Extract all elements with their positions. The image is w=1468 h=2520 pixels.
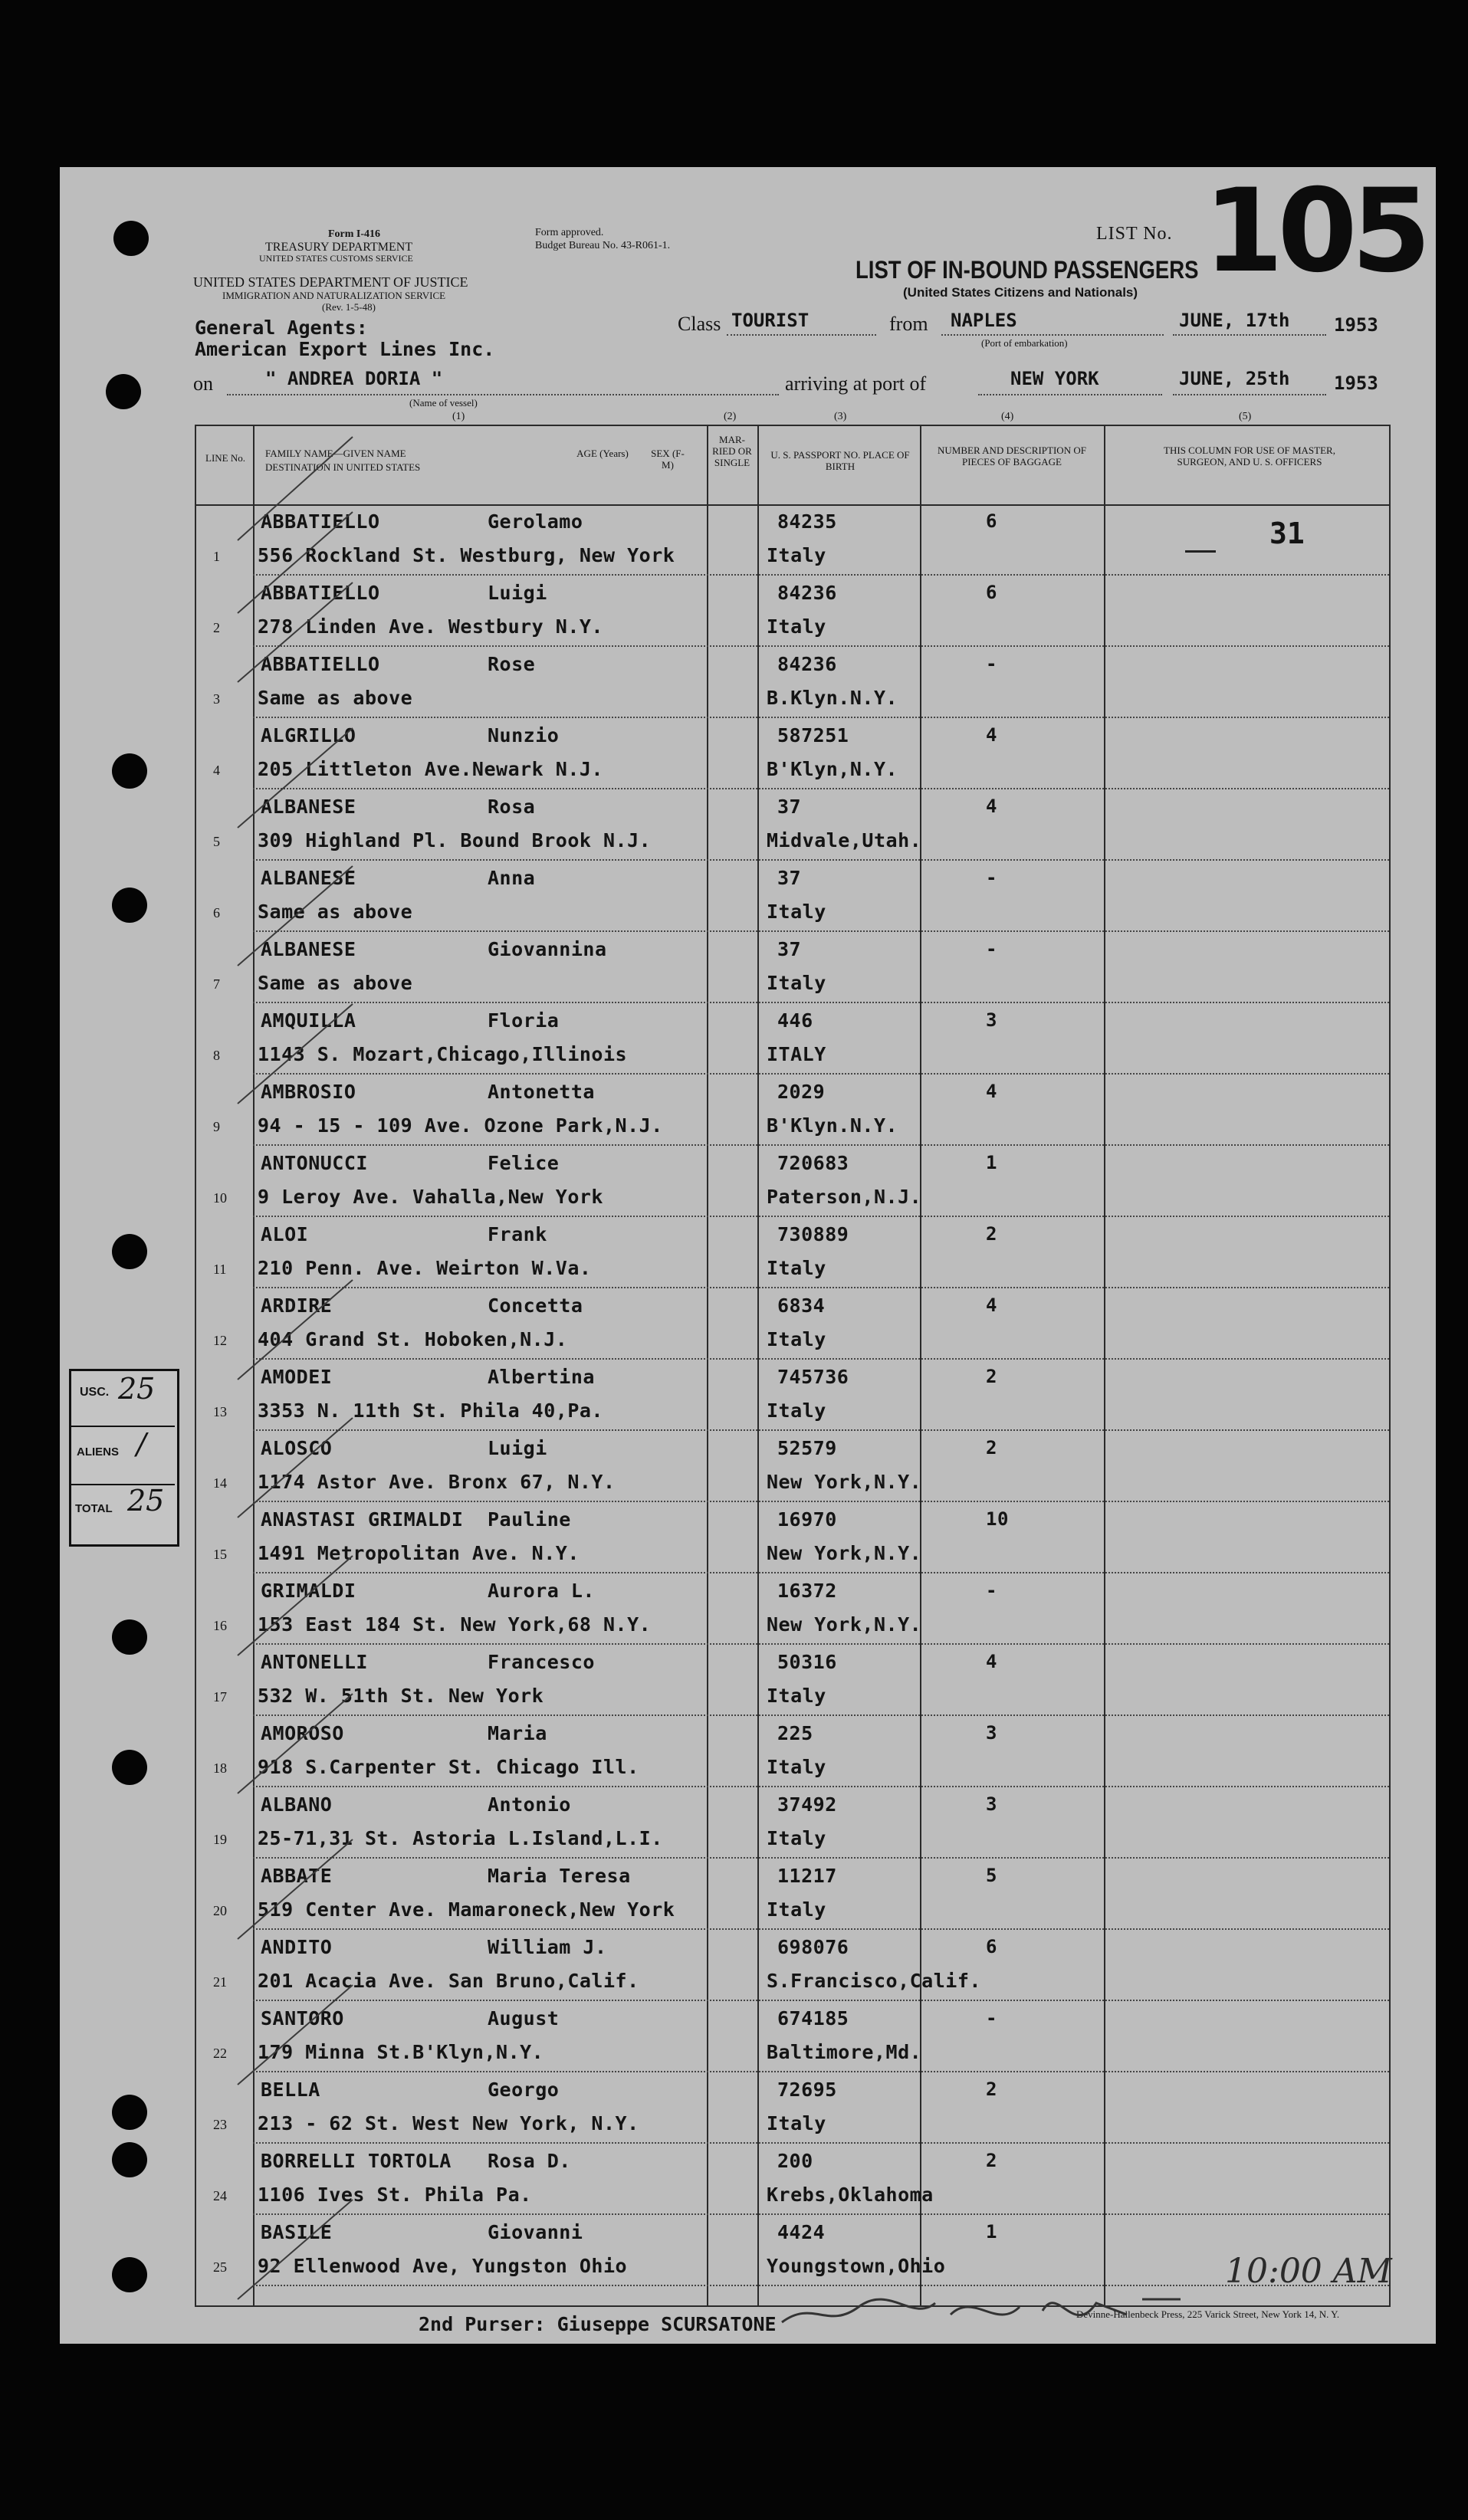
- place-of-birth: Italy: [767, 544, 826, 566]
- family-name: SANTORO: [261, 2007, 344, 2029]
- general-agents: American Export Lines Inc.: [195, 338, 495, 360]
- given-name: Aurora L.: [488, 1580, 595, 1602]
- line-number: 13: [213, 1404, 227, 1419]
- passport-number: 200: [777, 2150, 813, 2172]
- family-name: ABBATIELLO: [261, 510, 380, 533]
- list-number-label: LIST No.: [1096, 224, 1173, 244]
- destination: 1106 Ives St. Phila Pa.: [258, 2184, 532, 2206]
- usc-label: USC.: [80, 1386, 110, 1399]
- vessel-caption: (Name of vessel): [409, 397, 478, 409]
- budget-bureau: Budget Bureau No. 43-R061-1.: [535, 240, 671, 251]
- passport-number: 4424: [777, 2221, 826, 2243]
- passport-number: 2029: [777, 1081, 826, 1103]
- family-name: ALOI: [261, 1223, 309, 1245]
- family-name: BASILE: [261, 2221, 333, 2243]
- passport-number: 16970: [777, 1508, 837, 1531]
- place-of-birth: New York,N.Y.: [767, 1471, 922, 1493]
- header-marital: MAR- RIED OR SINGLE: [712, 434, 752, 468]
- form-title: LIST OF IN-BOUND PASSENGERS: [856, 256, 1199, 284]
- usc-value: 25: [118, 1372, 156, 1406]
- place-of-birth: Italy: [767, 1399, 826, 1422]
- line-number: 7: [213, 976, 220, 992]
- destination: 1143 S. Mozart,Chicago,Illinois: [258, 1043, 628, 1065]
- binder-hole: [106, 374, 141, 409]
- table-row: [0, 1075, 1468, 1146]
- place-of-birth: Italy: [767, 1328, 826, 1350]
- given-name: Maria: [488, 1722, 547, 1744]
- baggage-count: 6: [986, 1936, 997, 1957]
- baggage-count: 3: [986, 1722, 997, 1744]
- destination: Same as above: [258, 687, 413, 709]
- aliens-label: ALIENS: [77, 1445, 120, 1459]
- justice-dept: UNITED STATES DEPARTMENT OF JUSTICE: [193, 274, 468, 290]
- arriving-label: arriving at port of: [785, 372, 927, 395]
- passport-number: 720683: [777, 1152, 849, 1174]
- passport-number: 6834: [777, 1294, 826, 1317]
- arrival-date: JUNE, 25th: [1179, 368, 1290, 389]
- given-name: Albertina: [488, 1366, 595, 1388]
- port-caption: (Port of embarkation): [981, 337, 1068, 349]
- given-name: Rose: [488, 653, 536, 675]
- header-name: FAMILY NAME—GIVEN NAME: [265, 448, 406, 459]
- baggage-count: 2: [986, 1366, 997, 1387]
- baggage-count: 4: [986, 1294, 997, 1316]
- given-name: Georgo: [488, 2079, 560, 2101]
- place-of-birth: Italy: [767, 1827, 826, 1849]
- family-name: ANASTASI GRIMALDI: [261, 1508, 464, 1531]
- given-name: Rosa D.: [488, 2150, 571, 2172]
- header-sex: SEX (F-M): [651, 448, 685, 471]
- destination: 532 W. 51th St. New York: [258, 1685, 544, 1707]
- embark-port: NAPLES: [951, 310, 1017, 331]
- table-row: [0, 647, 1468, 718]
- line-number: 25: [213, 2259, 227, 2275]
- revision: (Rev. 1-5-48): [322, 301, 376, 313]
- line-number: 23: [213, 2117, 227, 2132]
- table-row: [0, 718, 1468, 789]
- line-number: 17: [213, 1689, 227, 1705]
- binder-hole: [113, 221, 149, 256]
- table-row: [0, 861, 1468, 932]
- passport-number: 84236: [777, 653, 837, 675]
- given-name: Maria Teresa: [488, 1865, 631, 1887]
- given-name: Nunzio: [488, 724, 560, 746]
- baggage-count: 2: [986, 2150, 997, 2171]
- purser-signature: 2nd Purser: Giuseppe SCURSATONE: [419, 2313, 777, 2335]
- given-name: Giovannina: [488, 938, 607, 960]
- table-row: [0, 1360, 1468, 1431]
- place-of-birth: Italy: [767, 972, 826, 994]
- passport-number: 37: [777, 796, 802, 818]
- table-row: [0, 1930, 1468, 2001]
- given-name: Antonio: [488, 1793, 571, 1816]
- baggage-count: -: [986, 1580, 997, 1601]
- destination: 404 Grand St. Hoboken,N.J.: [258, 1328, 568, 1350]
- place-of-birth: Italy: [767, 1756, 826, 1778]
- passport-number: 745736: [777, 1366, 849, 1388]
- table-row: [0, 1003, 1468, 1075]
- baggage-count: 4: [986, 724, 997, 746]
- family-name: ANTONELLI: [261, 1651, 368, 1673]
- baggage-count: -: [986, 2007, 997, 2029]
- from-label: from: [889, 313, 928, 335]
- depart-date: JUNE, 17th: [1179, 310, 1290, 331]
- family-name: ABBATIELLO: [261, 582, 380, 604]
- passport-number: 37: [777, 867, 802, 889]
- place-of-birth: Baltimore,Md.: [767, 2041, 922, 2063]
- place-of-birth: Italy: [767, 1257, 826, 1279]
- place-of-birth: New York,N.Y.: [767, 1613, 922, 1636]
- baggage-count: -: [986, 938, 997, 960]
- family-name: ARDIRE: [261, 1294, 333, 1317]
- table-row: [0, 1716, 1468, 1787]
- family-name: AMBROSIO: [261, 1081, 356, 1103]
- given-name: Concetta: [488, 1294, 583, 1317]
- given-name: Rosa: [488, 796, 536, 818]
- destination: 201 Acacia Ave. San Bruno,Calif.: [258, 1970, 639, 1992]
- given-name: Felice: [488, 1152, 560, 1174]
- table-row: [0, 789, 1468, 861]
- vessel-name: " ANDREA DORIA ": [265, 368, 443, 389]
- given-name: William J.: [488, 1936, 607, 1958]
- general-agents-label: General Agents:: [195, 317, 368, 339]
- treasury-dept: TREASURY DEPARTMENT: [265, 241, 413, 254]
- place-of-birth: ITALY: [767, 1043, 826, 1065]
- destination: Same as above: [258, 972, 413, 994]
- destination: 94 - 15 - 109 Ave. Ozone Park,N.J.: [258, 1114, 663, 1137]
- officer-note: 31: [1269, 517, 1305, 550]
- destination: 519 Center Ave. Mamaroneck,New York: [258, 1898, 675, 1921]
- place-of-birth: Italy: [767, 2112, 826, 2134]
- baggage-count: -: [986, 867, 997, 888]
- header-passport: U. S. PASSPORT NO. PLACE OF BIRTH: [770, 449, 910, 472]
- family-name: AMQUILLA: [261, 1009, 356, 1032]
- place-of-birth: Youngstown,Ohio: [767, 2255, 946, 2277]
- destination: 9 Leroy Ave. Vahalla,New York: [258, 1186, 603, 1208]
- line-number: 20: [213, 1903, 227, 1918]
- given-name: Giovanni: [488, 2221, 583, 2243]
- family-name: GRIMALDI: [261, 1580, 356, 1602]
- passport-number: 730889: [777, 1223, 849, 1245]
- table-row: [0, 1645, 1468, 1716]
- given-name: Frank: [488, 1223, 547, 1245]
- family-name: ALBANESE: [261, 938, 356, 960]
- line-number: 14: [213, 1475, 227, 1491]
- family-name: ALBANESE: [261, 796, 356, 818]
- inspector-signature: [767, 2269, 1196, 2345]
- table-row: [0, 1146, 1468, 1217]
- place-of-birth: Paterson,N.J.: [767, 1186, 922, 1208]
- table-row: [0, 1431, 1468, 1502]
- line-number: 18: [213, 1760, 227, 1776]
- total-label: TOTAL: [75, 1502, 113, 1515]
- baggage-count: 2: [986, 1223, 997, 1245]
- given-name: Anna: [488, 867, 536, 889]
- passport-number: 446: [777, 1009, 813, 1032]
- destination: 179 Minna St.B'Klyn,N.Y.: [258, 2041, 544, 2063]
- baggage-count: 2: [986, 2079, 997, 2100]
- table-row: [0, 1787, 1468, 1859]
- printer-imprint: Devinne-Hallenbeck Press, 225 Varick Street, New York 14, N. Y.: [1076, 2308, 1340, 2320]
- baggage-count: 3: [986, 1009, 997, 1031]
- table-row: [0, 1288, 1468, 1360]
- baggage-count: 2: [986, 1437, 997, 1459]
- column-number: (2): [724, 411, 737, 422]
- place-of-birth: New York,N.Y.: [767, 1542, 922, 1564]
- passport-number: 16372: [777, 1580, 837, 1602]
- destination: 205 Littleton Ave.Newark N.J.: [258, 758, 603, 780]
- line-number: 11: [213, 1262, 227, 1277]
- passport-number: 84236: [777, 582, 837, 604]
- given-name: Gerolamo: [488, 510, 583, 533]
- baggage-count: 1: [986, 1152, 997, 1173]
- destination: 1491 Metropolitan Ave. N.Y.: [258, 1542, 580, 1564]
- passport-number: 72695: [777, 2079, 837, 2101]
- destination: 92 Ellenwood Ave, Yungston Ohio: [258, 2255, 628, 2277]
- family-name: AMOROSO: [261, 1722, 344, 1744]
- given-name: Luigi: [488, 582, 547, 604]
- check-marks: [222, 429, 368, 2307]
- baggage-count: 1: [986, 2221, 997, 2243]
- place-of-birth: B'Klyn.N.Y.: [767, 1114, 898, 1137]
- passport-number: 698076: [777, 1936, 849, 1958]
- customs-service: UNITED STATES CUSTOMS SERVICE: [259, 253, 413, 264]
- header-age: AGE (Years): [576, 448, 629, 459]
- family-name: AMODEI: [261, 1366, 333, 1388]
- destination: 918 S.Carpenter St. Chicago Ill.: [258, 1756, 639, 1778]
- header-baggage: NUMBER AND DESCRIPTION OF PIECES OF BAGGAGE: [938, 445, 1086, 468]
- line-number: 9: [213, 1119, 220, 1134]
- passport-number: 50316: [777, 1651, 837, 1673]
- table-row: [0, 2001, 1468, 2072]
- table-row: [0, 1502, 1468, 1573]
- baggage-count: -: [986, 653, 997, 674]
- baggage-count: 4: [986, 1081, 997, 1102]
- line-number: 16: [213, 1618, 227, 1633]
- line-number: 1: [213, 549, 220, 564]
- given-name: Antonetta: [488, 1081, 595, 1103]
- destination: 25-71,31 St. Astoria L.Island,L.I.: [258, 1827, 663, 1849]
- given-name: August: [488, 2007, 560, 2029]
- column-number: (4): [1001, 411, 1014, 422]
- family-name: ANTONUCCI: [261, 1152, 368, 1174]
- destination: 1174 Astor Ave. Bronx 67, N.Y.: [258, 1471, 616, 1493]
- family-name: ALGRILLO: [261, 724, 356, 746]
- baggage-count: 3: [986, 1793, 997, 1815]
- destination: Same as above: [258, 901, 413, 923]
- passport-number: 52579: [777, 1437, 837, 1459]
- line-number: 19: [213, 1832, 227, 1847]
- ins: IMMIGRATION AND NATURALIZATION SERVICE: [222, 290, 446, 301]
- family-name: ALBANESE: [261, 867, 356, 889]
- given-name: Pauline: [488, 1508, 571, 1531]
- total-value: 25: [127, 1484, 165, 1518]
- line-number: 15: [213, 1547, 227, 1562]
- column-number: (3): [834, 411, 847, 422]
- on-label: on: [193, 372, 213, 395]
- baggage-count: 10: [986, 1508, 1009, 1530]
- form-number: Form I-416: [328, 228, 381, 240]
- family-name: ALBANO: [261, 1793, 333, 1816]
- family-name: BELLA: [261, 2079, 320, 2101]
- table-row: [0, 2072, 1468, 2144]
- line-number: 4: [213, 763, 220, 778]
- line-number: 8: [213, 1048, 220, 1063]
- place-of-birth: Italy: [767, 1898, 826, 1921]
- family-name: ALOSCO: [261, 1437, 333, 1459]
- table-row: [0, 1859, 1468, 1930]
- passport-number: 587251: [777, 724, 849, 746]
- list-number: 105: [1204, 165, 1426, 298]
- table-row: [0, 1217, 1468, 1288]
- given-name: Floria: [488, 1009, 560, 1032]
- place-of-birth: Italy: [767, 1685, 826, 1707]
- column-number: (5): [1239, 411, 1252, 422]
- family-name: ANDITO: [261, 1936, 333, 1958]
- destination: 210 Penn. Ave. Weirton W.Va.: [258, 1257, 592, 1279]
- class-label: Class: [678, 313, 721, 335]
- aliens-value: /: [136, 1427, 146, 1461]
- baggage-count: 5: [986, 1865, 997, 1886]
- destination: 309 Highland Pl. Bound Brook N.J.: [258, 829, 652, 851]
- baggage-count: 6: [986, 582, 997, 603]
- line-number: 24: [213, 2188, 227, 2203]
- given-name: Luigi: [488, 1437, 547, 1459]
- passport-number: 11217: [777, 1865, 837, 1887]
- destination: 3353 N. 11th St. Phila 40,Pa.: [258, 1399, 603, 1422]
- baggage-count: 6: [986, 510, 997, 532]
- line-number: 22: [213, 2046, 227, 2061]
- family-name: ABBATIELLO: [261, 653, 380, 675]
- place-of-birth: B'Klyn,N.Y.: [767, 758, 898, 780]
- passport-number: 37: [777, 938, 802, 960]
- family-name: BORRELLI TORTOLA: [261, 2150, 452, 2172]
- table-row: [0, 2144, 1468, 2215]
- table-row: [0, 504, 1468, 576]
- column-number: (1): [452, 411, 465, 422]
- arrival-year: 1953: [1334, 372, 1378, 394]
- place-of-birth: Italy: [767, 901, 826, 923]
- class-value: TOURIST: [731, 310, 810, 331]
- line-number: 6: [213, 905, 220, 920]
- arrival-time-note: 10:00 AM: [1225, 2252, 1392, 2291]
- given-name: Francesco: [488, 1651, 595, 1673]
- arrival-port: NEW YORK: [1010, 368, 1099, 389]
- destination: 213 - 62 St. West New York, N.Y.: [258, 2112, 639, 2134]
- depart-year: 1953: [1334, 314, 1378, 336]
- table-row: [0, 932, 1468, 1003]
- line-number: 12: [213, 1333, 227, 1348]
- table-row: [0, 1573, 1468, 1645]
- form-approved: Form approved.: [535, 227, 604, 238]
- line-number: 21: [213, 1974, 227, 1990]
- baggage-count: 4: [986, 796, 997, 817]
- passport-number: 84235: [777, 510, 837, 533]
- passport-number: 225: [777, 1722, 813, 1744]
- destination: 278 Linden Ave. Westbury N.Y.: [258, 615, 603, 638]
- place-of-birth: Italy: [767, 615, 826, 638]
- form-subtitle: (United States Citizens and Nationals): [903, 285, 1138, 300]
- destination: 153 East 184 St. New York,68 N.Y.: [258, 1613, 652, 1636]
- line-number: 3: [213, 691, 220, 707]
- passport-number: 674185: [777, 2007, 849, 2029]
- line-number: 10: [213, 1190, 227, 1206]
- header-line-no: LINE No.: [205, 452, 245, 464]
- header-destination: DESTINATION IN UNITED STATES: [265, 461, 421, 473]
- place-of-birth: Midvale,Utah.: [767, 829, 922, 851]
- line-number: 2: [213, 620, 220, 635]
- family-name: ABBATE: [261, 1865, 333, 1887]
- line-number: 5: [213, 834, 220, 849]
- place-of-birth: Krebs,Oklahoma: [767, 2184, 934, 2206]
- passport-number: 37492: [777, 1793, 837, 1816]
- place-of-birth: S.Francisco,Calif.: [767, 1970, 981, 1992]
- baggage-count: 4: [986, 1651, 997, 1672]
- place-of-birth: B.Klyn.N.Y.: [767, 687, 898, 709]
- destination: 556 Rockland St. Westburg, New York: [258, 544, 675, 566]
- header-officers: THIS COLUMN FOR USE OF MASTER, SURGEON, AND U. S. OFFICERS: [1164, 445, 1335, 468]
- table-row: [0, 576, 1468, 647]
